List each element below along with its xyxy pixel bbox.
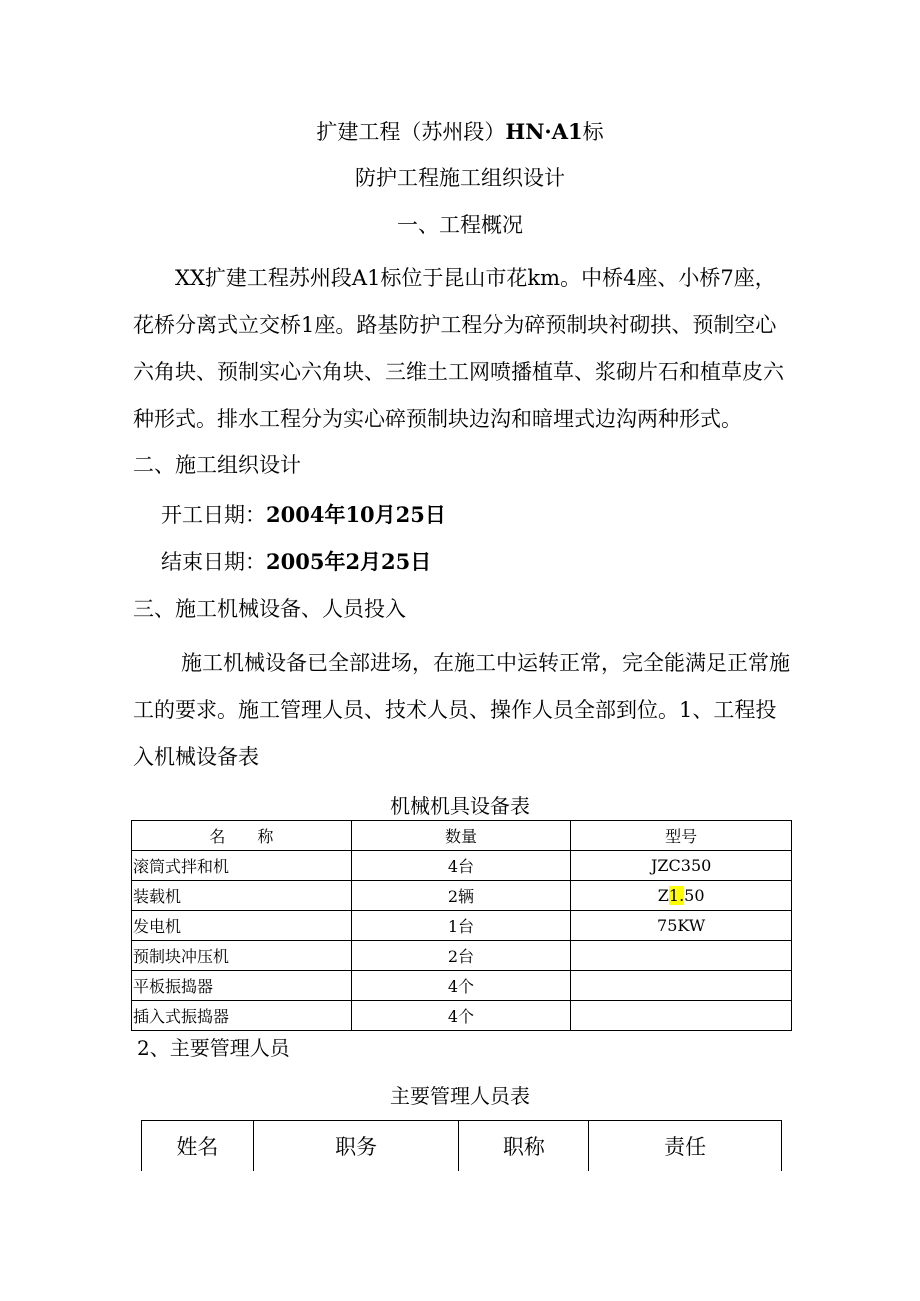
table-row <box>132 881 792 911</box>
table-row <box>132 971 792 1001</box>
highlighted-text: 1. <box>668 886 685 905</box>
cell-model: 75KW <box>571 911 792 941</box>
table-row <box>132 1001 792 1031</box>
cell-name: 预制块冲压机 <box>132 941 352 971</box>
cell-quantity: 4个 <box>351 1001 571 1031</box>
header-name: 姓名 <box>142 1121 254 1172</box>
header-title: 职称 <box>459 1121 589 1172</box>
start-date-line: 开工日期：2004年10月25日 <box>161 502 446 527</box>
cell-quantity: 1台 <box>351 911 571 941</box>
end-date-line: 结束日期：2005年2月25日 <box>161 549 432 574</box>
section-heading-organization: 二、施工组织设计 <box>133 453 301 477</box>
table-row <box>132 941 792 971</box>
cell-model: Z1.50 <box>571 881 792 911</box>
header-quantity: 数量 <box>351 821 571 851</box>
cell-name: 插入式振捣器 <box>132 1001 352 1031</box>
cell-name: 装载机 <box>132 881 352 911</box>
document-title-line2: 防护工程施工组织设计 <box>355 166 565 190</box>
table-row <box>132 911 792 941</box>
section-heading-overview: 一、工程概况 <box>397 213 523 237</box>
cell-quantity: 2台 <box>351 941 571 971</box>
table-header-row <box>142 1121 782 1172</box>
cell-quantity: 4个 <box>351 971 571 1001</box>
document-title-line1: 扩建工程（苏州段）HN·A1标 <box>316 119 604 144</box>
staff-table <box>141 1120 782 1171</box>
cell-name: 发电机 <box>132 911 352 941</box>
cell-model: JZC350 <box>571 851 792 881</box>
cell-model <box>571 1001 792 1031</box>
equipment-table <box>131 820 792 1031</box>
header-position: 职务 <box>253 1121 459 1172</box>
cell-model <box>571 971 792 1001</box>
cell-name: 平板振捣器 <box>132 971 352 1001</box>
cell-quantity: 2辆 <box>351 881 571 911</box>
equipment-paragraph: 施工机械设备已全部进场，在施工中运转正常，完全能满足正常施工的要求。施工管理人员、技术人员、操作人员全部到位。1、工程投入机械设备表 <box>133 651 790 769</box>
header-model: 型号 <box>571 821 792 851</box>
overview-paragraph: XX扩建工程苏州段A1标位于昆山市花km。中桥4座、小桥7座，花桥分离式立交桥1座。路基防护工程分为碎预制块衬砌拱、预制空心六角块、预制实心六角块、三维土工网喷播植草、浆砌片石和植草皮六种形式。排水工程分为实心碎预制块边沟和暗埋式边沟两种形式。 <box>133 266 784 431</box>
section-heading-staff: 2、主要管理人员 <box>137 1036 290 1060</box>
cell-name: 滚筒式拌和机 <box>132 851 352 881</box>
staff-table-caption: 主要管理人员表 <box>390 1084 530 1108</box>
table-header-row <box>132 821 792 851</box>
cell-model <box>571 941 792 971</box>
cell-quantity: 4台 <box>351 851 571 881</box>
equipment-table-caption: 机械机具设备表 <box>390 794 530 818</box>
section-heading-equipment: 三、施工机械设备、人员投入 <box>133 597 406 621</box>
table-row <box>132 851 792 881</box>
header-name: 名 称 <box>132 821 352 851</box>
header-responsibility: 责任 <box>589 1121 782 1172</box>
